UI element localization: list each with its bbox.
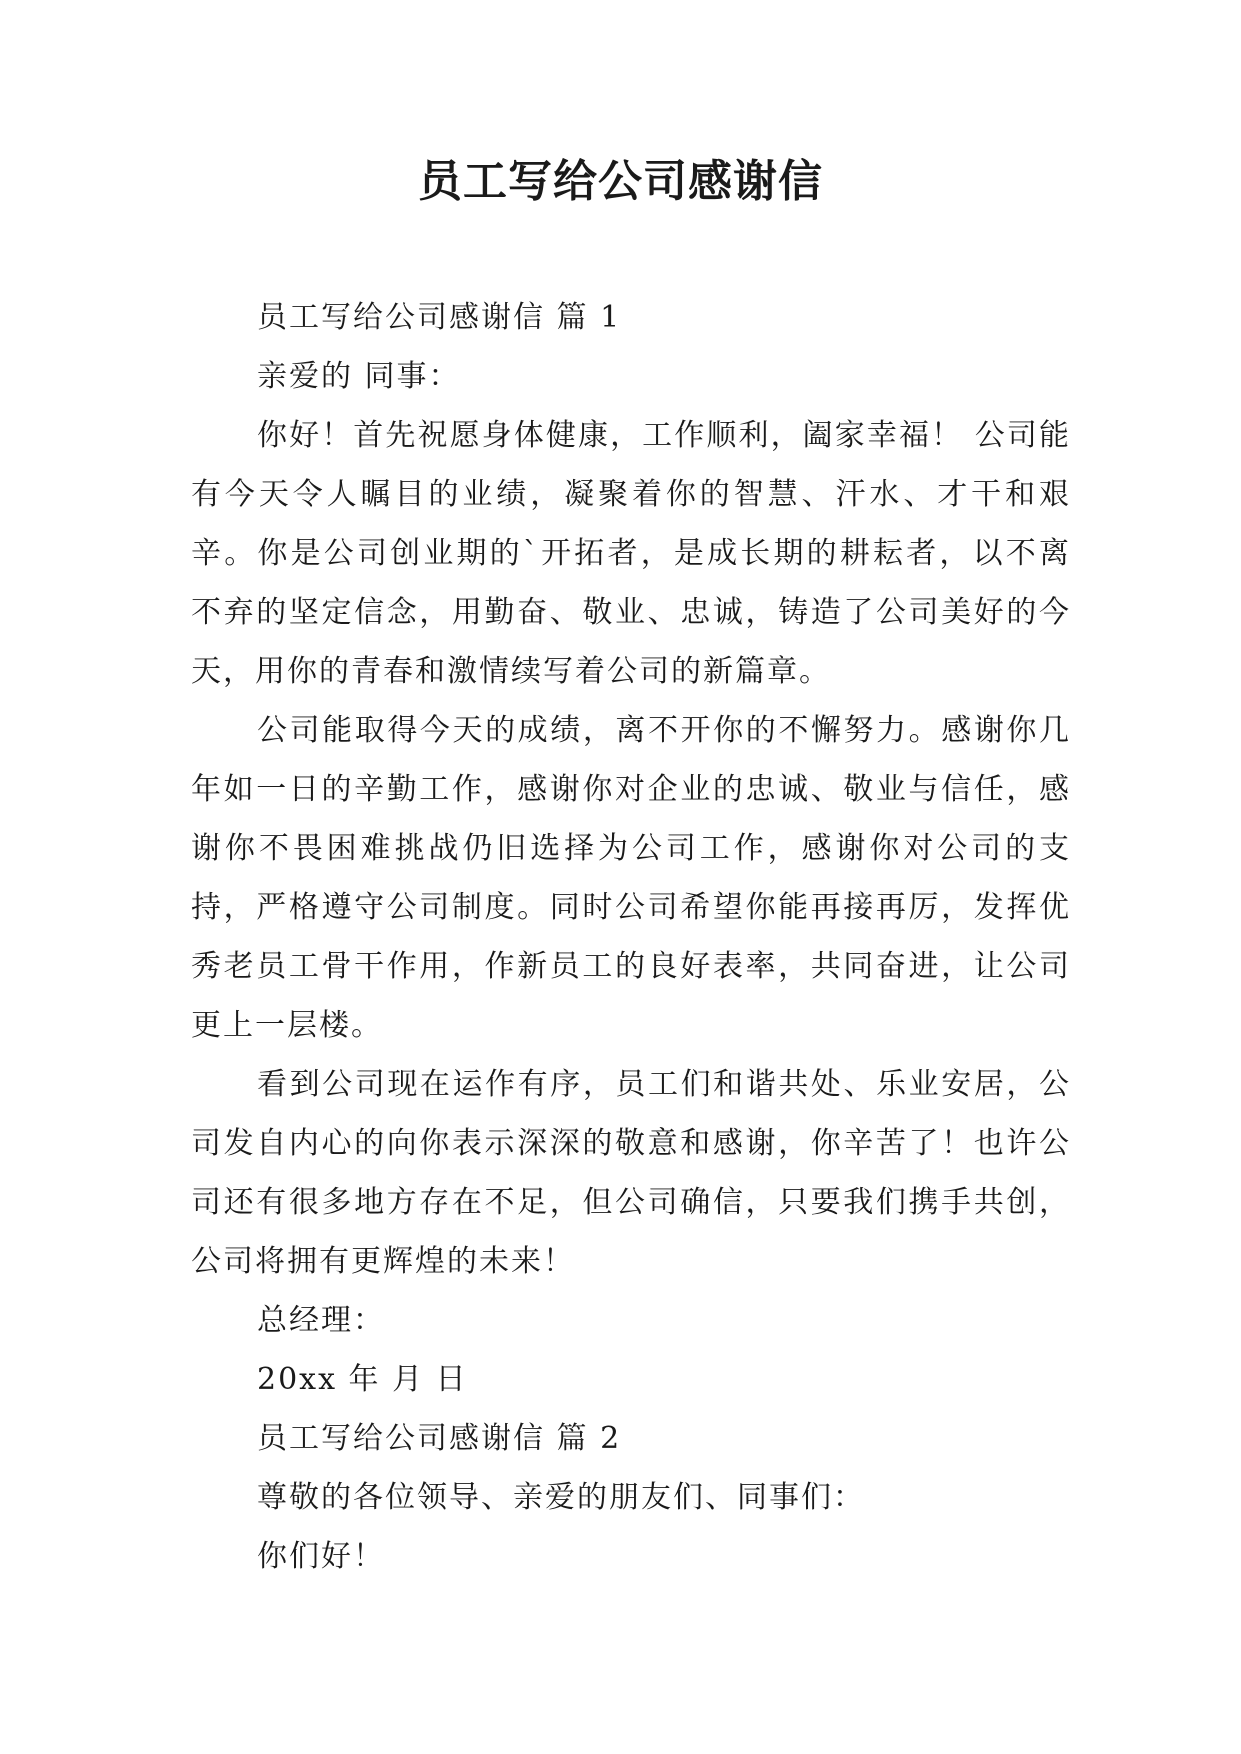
salutation: 尊敬的各位领导、亲爱的朋友们、同事们： bbox=[257, 1480, 865, 1515]
date-line: 20xx 年 月 日 bbox=[257, 1362, 468, 1397]
signature: 总经理： bbox=[257, 1303, 385, 1338]
body-paragraph: 看到公司现在运作有序，员工们和谐共处、乐业安居，公司发自内心的向你表示深深的敬意和感谢，你辛苦了！也许公司还有很多地方存在不足，但公司确信，只要我们携手共创，公司将拥有更辉煌的未来！ bbox=[191, 1067, 1071, 1279]
body-paragraph: 你好！首先祝愿身体健康，工作顺利，阖家幸福！ 公司能有今天令人瞩目的业绩，凝聚着你的智慧、汗水、才干和艰辛。你是公司创业期的`开拓者，是成长期的耕耘者，以不离不弃的坚定信念，用勤奋、敬业、忠诚，铸造了公司美好的今天，用你的青春和激情续写着公司的新篇章。 bbox=[191, 418, 1071, 689]
salutation: 亲爱的 同事： bbox=[257, 359, 461, 394]
section-heading-1: 员工写给公司感谢信 篇 1 bbox=[257, 300, 622, 335]
document-title: 员工写给公司感谢信 bbox=[418, 156, 823, 207]
body-paragraph: 公司能取得今天的成绩，离不开你的不懈努力。感谢你几年如一日的辛勤工作，感谢你对企业的忠诚、敬业与信任，感谢你不畏困难挑战仍旧选择为公司工作，感谢你对公司的支持，严格遵守公司制度。同时公司希望你能再接再厉，发挥优秀老员工骨干作用，作新员工的良好表率，共同奋进，让公司更上一层楼。 bbox=[191, 713, 1071, 1043]
document-body bbox=[191, 288, 1071, 1586]
section-heading-2: 员工写给公司感谢信 篇 2 bbox=[257, 1421, 622, 1456]
greeting: 你们好！ bbox=[257, 1539, 385, 1574]
